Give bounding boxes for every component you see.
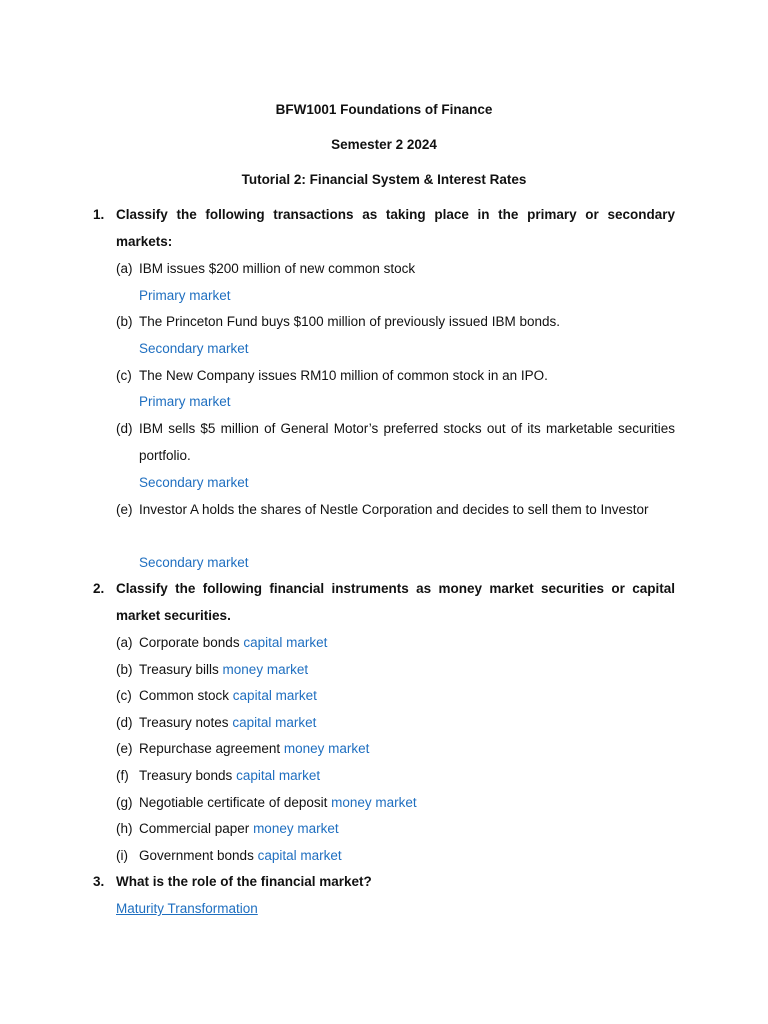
- answer-text: capital market: [232, 715, 317, 730]
- list-item: [116, 630, 675, 657]
- item-text: Treasury notes: [139, 715, 229, 730]
- item-label: (e): [116, 741, 133, 756]
- item-label: (f): [116, 768, 129, 783]
- answer-text: capital market: [232, 688, 317, 703]
- item-text: Government bonds: [139, 848, 254, 863]
- item-label: (c): [116, 688, 132, 703]
- answer-text: Secondary market: [139, 341, 249, 356]
- list-item: [116, 363, 675, 390]
- list-item: [116, 816, 675, 843]
- list-item: [116, 843, 675, 870]
- list-item: [116, 657, 675, 684]
- item-label: (c): [116, 368, 132, 383]
- item-label: (e): [116, 502, 133, 517]
- question-text: Classify the following transactions as taking place in the primary or secondary markets:: [116, 207, 675, 249]
- item-text: Treasury bills: [139, 662, 219, 677]
- question-text: Classify the following financial instruments as money market securities or capital market securities.: [116, 581, 675, 623]
- item-text: The New Company issues RM10 million of common stock in an IPO.: [139, 368, 548, 383]
- maturity-transformation-link[interactable]: Maturity Transformation: [116, 901, 258, 916]
- answer-text: money market: [253, 821, 339, 836]
- list-item: [116, 497, 675, 524]
- answer-text: Secondary market: [139, 555, 249, 570]
- answer-text: Primary market: [139, 394, 231, 409]
- answer-text: capital market: [257, 848, 342, 863]
- item-text: Treasury bonds: [139, 768, 233, 783]
- item-label: (a): [116, 635, 133, 650]
- answer-text: capital market: [243, 635, 328, 650]
- item-text: Repurchase agreement: [139, 741, 281, 756]
- answer-text: money market: [222, 662, 309, 677]
- item-text: IBM issues $200 million of new common stock: [139, 261, 416, 276]
- item-text: IBM sells $5 million of General Motor’s preferred stocks out of its marketable securities portfolio.: [139, 421, 675, 463]
- question-number: 2.: [93, 581, 105, 596]
- item-label: (d): [116, 715, 133, 730]
- list-item: [116, 736, 675, 763]
- item-text: Investor A holds the shares of Nestle Corporation and decides to sell them to Investor: [139, 502, 649, 517]
- list-item: [116, 416, 675, 469]
- item-text: The Princeton Fund buys $100 million of previously issued IBM bonds.: [139, 314, 560, 329]
- item-text: Common stock: [139, 688, 230, 703]
- item-text: Negotiable certificate of deposit: [139, 795, 328, 810]
- item-text: Commercial paper: [139, 821, 250, 836]
- list-item: [116, 763, 675, 790]
- item-text: Corporate bonds: [139, 635, 240, 650]
- question-3: [93, 869, 675, 896]
- item-label: (d): [116, 421, 133, 436]
- list-item: [116, 309, 675, 336]
- list-item: [116, 683, 675, 710]
- list-item: [116, 256, 675, 283]
- item-label: (i): [116, 848, 128, 863]
- item-label: (g): [116, 795, 133, 810]
- course-title: BFW1001 Foundations of Finance: [275, 102, 493, 117]
- question-1: [93, 202, 675, 255]
- answer-text: Secondary market: [139, 475, 249, 490]
- list-item: [116, 790, 675, 817]
- answer-text: money market: [283, 741, 370, 756]
- answer-text: Primary market: [139, 288, 231, 303]
- item-label: (b): [116, 314, 133, 329]
- answer-text: capital market: [236, 768, 321, 783]
- question-text: What is the role of the financial market?: [116, 874, 372, 889]
- question-2: [93, 576, 675, 629]
- item-label: (a): [116, 261, 133, 276]
- semester-title: Semester 2 2024: [331, 137, 437, 152]
- question-number: 3.: [93, 874, 105, 889]
- item-label: (b): [116, 662, 133, 677]
- question-number: 1.: [93, 207, 105, 222]
- item-label: (h): [116, 821, 133, 836]
- list-item: [116, 710, 675, 737]
- answer-text: money market: [331, 795, 417, 810]
- tutorial-title: Tutorial 2: Financial System & Interest Rates: [241, 172, 527, 187]
